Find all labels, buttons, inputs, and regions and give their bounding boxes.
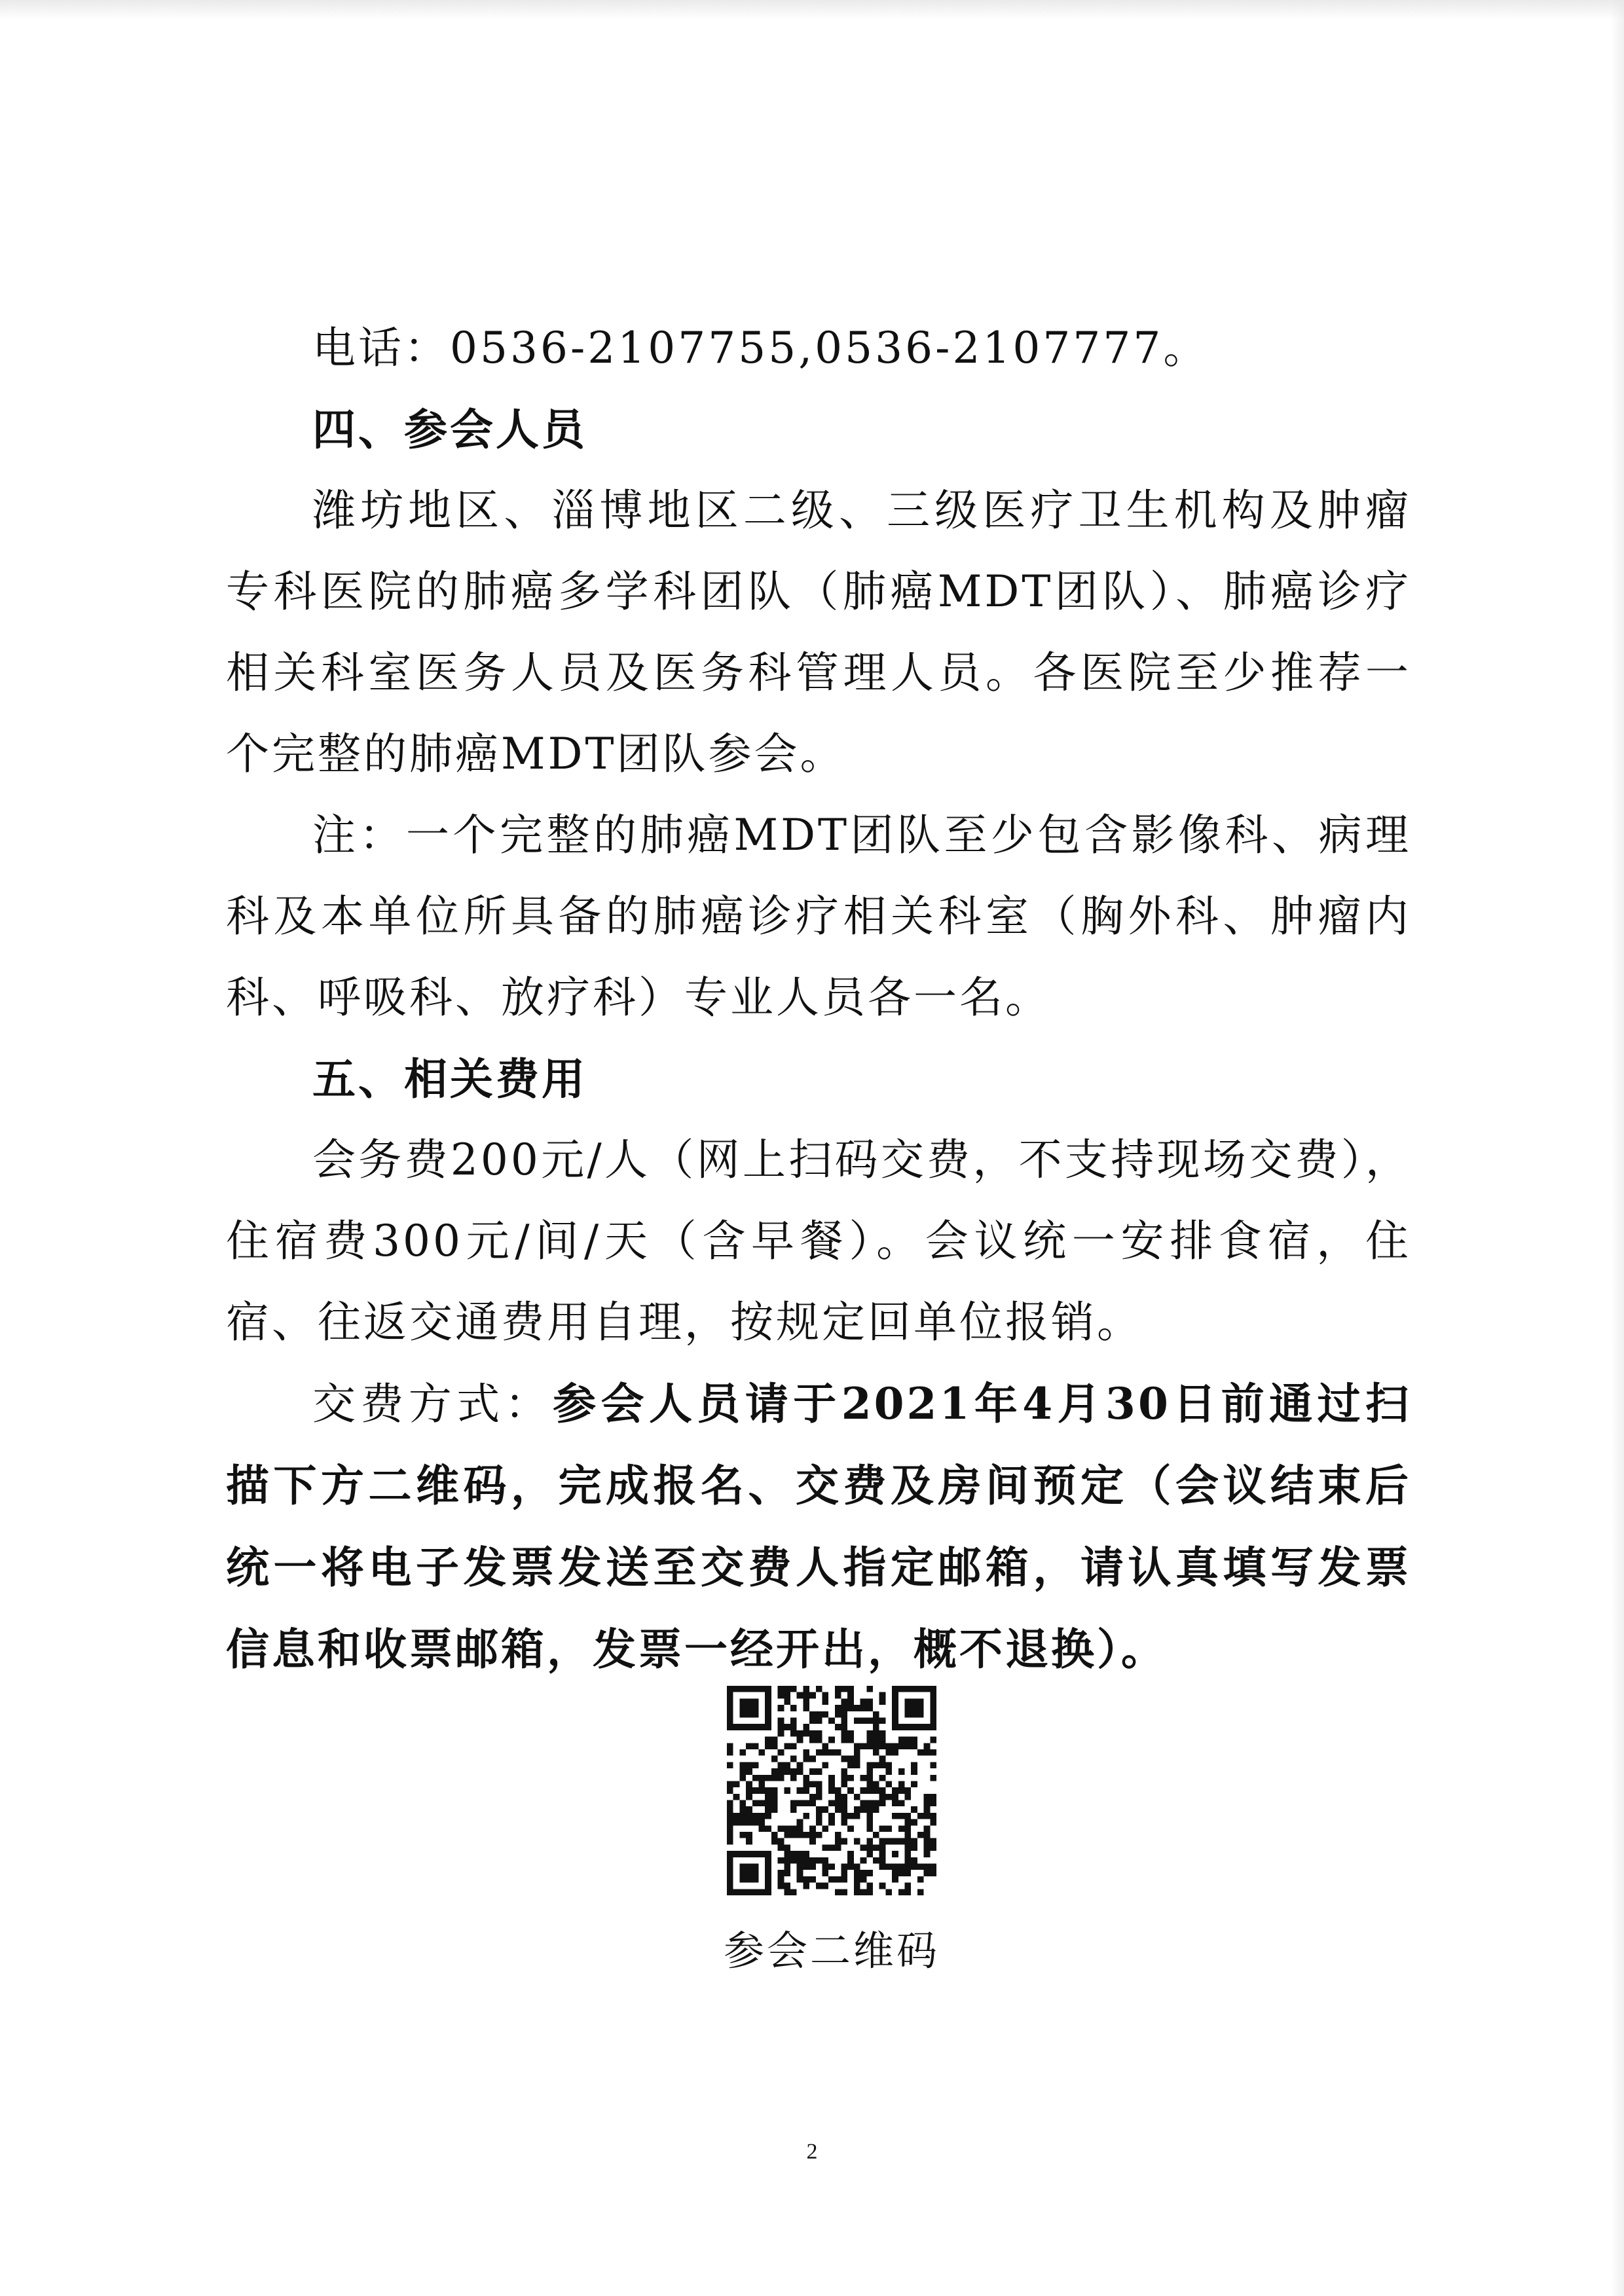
section-4-heading: 四、参会人员: [312, 404, 587, 455]
scan-edge-top: [0, 0, 1624, 20]
section-4-note: 注：一个完整的肺癌MDT团队至少包含影像科、病理科及本单位所具备的肺癌诊疗相关科室（胸外科、肿瘤内科、呼吸科、放疗科）专业人员各一名。: [226, 810, 1411, 1023]
payment-label: 交费方式：: [312, 1379, 553, 1429]
phone-value: 0536-2107755,0536-2107777。: [450, 323, 1209, 373]
qr-code-graphic: [727, 1686, 936, 1895]
section-5-heading: 五、相关费用: [312, 1053, 587, 1104]
qr-caption: 参会二维码: [723, 1927, 940, 1975]
phone-label: 电话：: [312, 323, 450, 373]
payment-method-paragraph: [226, 1363, 1411, 1690]
payment-text: 参会人员请于2021年4月30日前通过扫描下方二维码，完成报名、交费及房间预定（会议结束后统一将电子发票发送至交费人指定邮箱，请认真填写发票信息和收票邮箱，发票一经开出，概不退换）。: [226, 1378, 1411, 1675]
page-number: 2: [806, 2140, 818, 2164]
contact-phone-line: [226, 308, 1411, 389]
section-4-paragraph: 潍坊地区、淄博地区二级、三级医疗卫生机构及肿瘤专科医院的肺癌多学科团队（肺癌MDT团队）、肺癌诊疗相关科室医务人员及医务科管理人员。各医院至少推荐一个完整的肺癌MDT团队参会。: [226, 485, 1411, 779]
qr-code-icon[interactable]: [727, 1686, 936, 1895]
section-5-paragraph: 会务费200元/人（网上扫码交费，不支持现场交费），住宿费300元/间/天（含早餐）。会议统一安排食宿，住宿、往返交通费用自理，按规定回单位报销。: [226, 1135, 1411, 1347]
scan-edge-right: [1611, 0, 1624, 2296]
document-body: [226, 308, 1411, 1690]
